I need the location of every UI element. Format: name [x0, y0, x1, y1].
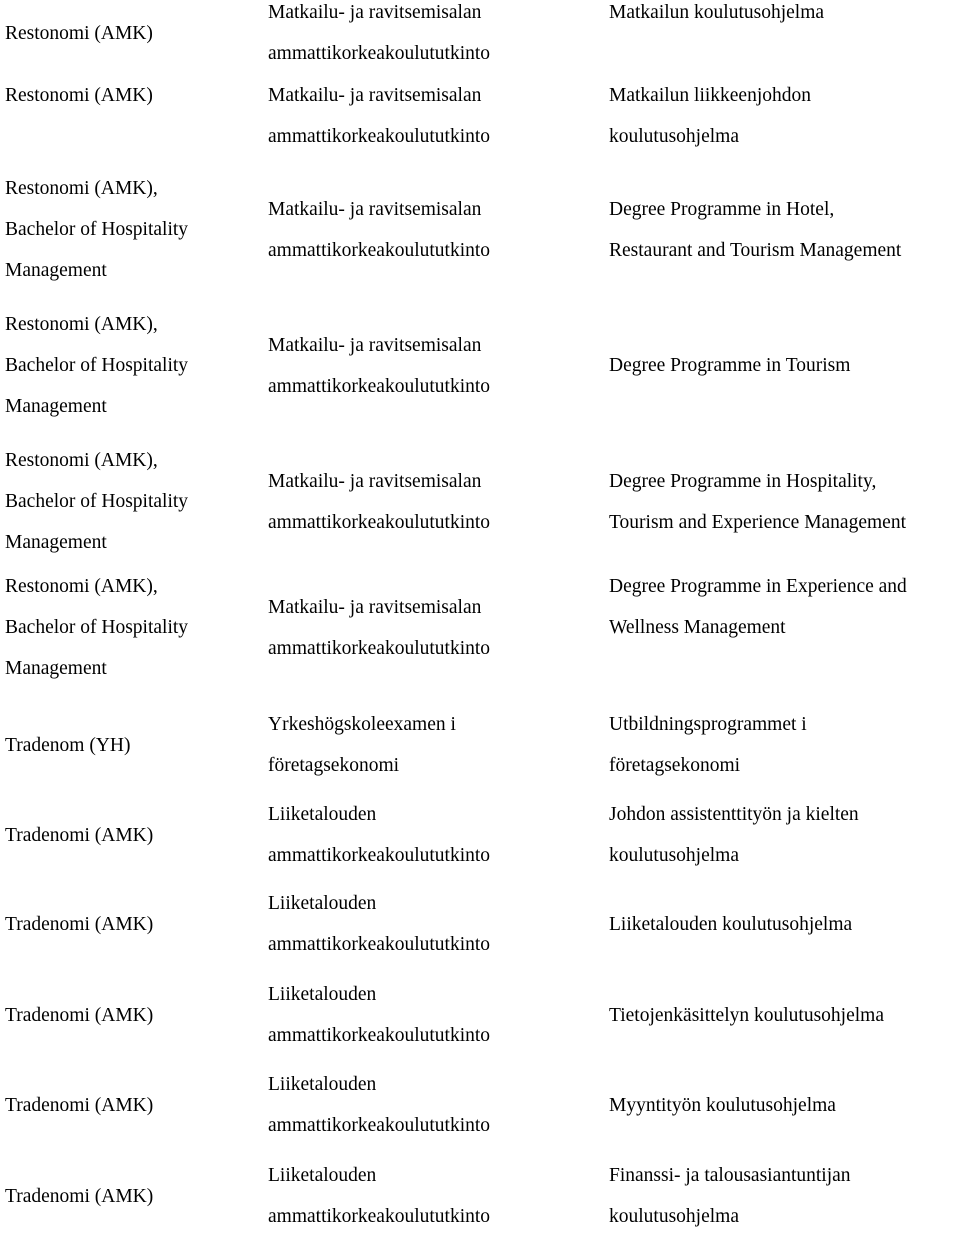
- qualification-text: ammattikorkeakoulututkinto: [268, 1115, 491, 1136]
- qualification-cell: [268, 75, 603, 157]
- programme-cell: [609, 794, 960, 876]
- table-row: [0, 0, 960, 74]
- degree-text: Management: [5, 260, 107, 281]
- programme-text: koulutusohjelma: [609, 126, 739, 147]
- degree-text: Restonomi (AMK),: [5, 314, 158, 335]
- programme-text: koulutusohjelma: [609, 1206, 739, 1227]
- degree-text: Tradenomi (AMK): [5, 1004, 154, 1026]
- qualification-text: Matkailu- ja ravitsemisalan: [268, 198, 482, 220]
- programme-cell: [609, 1155, 960, 1237]
- qualification-cell: [268, 1155, 603, 1237]
- degree-text: Tradenomi (AMK): [5, 824, 154, 846]
- qualification-cell: [268, 0, 603, 74]
- qualification-text: Liiketalouden: [268, 804, 377, 825]
- qualification-text: ammattikorkeakoulututkinto: [268, 1206, 491, 1227]
- programme-text: Finanssi- ja talousasiantuntijan: [609, 1165, 851, 1186]
- qualification-text: ammattikorkeakoulututkinto: [268, 845, 491, 866]
- programme-text: Liiketalouden koulutusohjelma: [609, 913, 853, 935]
- programme-text: Degree Programme in Hospitality,: [609, 470, 877, 492]
- degree-cell: [5, 1064, 260, 1146]
- degree-cell: [5, 0, 260, 74]
- degree-text: Tradenomi (AMK): [5, 1094, 154, 1116]
- programme-cell: [609, 566, 960, 689]
- degree-cell: [5, 704, 260, 786]
- programme-text: företagsekonomi: [609, 755, 741, 776]
- degree-cell: [5, 794, 260, 876]
- programme-cell: [609, 883, 960, 965]
- degree-text: Tradenomi (AMK): [5, 913, 154, 935]
- qualification-text: Matkailu- ja ravitsemisalan: [268, 85, 482, 106]
- table-row: [0, 168, 960, 291]
- programme-cell: [609, 1064, 960, 1146]
- degree-text: Bachelor of Hospitality: [5, 355, 189, 376]
- table-row: [0, 1155, 960, 1237]
- degree-text: Management: [5, 658, 107, 679]
- degree-cell: [5, 1155, 260, 1237]
- programme-text: Degree Programme in Experience and: [609, 576, 907, 597]
- table-row: [0, 974, 960, 1056]
- degree-cell: [5, 974, 260, 1056]
- qualification-text: ammattikorkeakoulututkinto: [268, 511, 491, 533]
- programme-cell: [609, 0, 960, 74]
- degree-cell: [5, 304, 260, 427]
- degree-text: Restonomi (AMK),: [5, 450, 158, 471]
- qualification-cell: [268, 168, 603, 291]
- degree-cell: [5, 566, 260, 689]
- programme-text: Johdon assistenttityön ja kielten: [609, 804, 859, 825]
- qualification-cell: [268, 440, 603, 563]
- qualification-cell: [268, 566, 603, 689]
- qualification-cell: [268, 974, 603, 1056]
- programme-text: Utbildningsprogrammet i: [609, 714, 807, 735]
- degree-text: Restonomi (AMK),: [5, 576, 158, 597]
- qualification-text: Liiketalouden: [268, 893, 377, 914]
- degree-text: Restonomi (AMK),: [5, 178, 158, 199]
- programme-text: Tietojenkäsittelyn koulutusohjelma: [609, 1004, 884, 1026]
- programme-cell: [609, 168, 960, 291]
- table-row: [0, 566, 960, 689]
- qualification-cell: [268, 304, 603, 427]
- programme-text: Myyntityön koulutusohjelma: [609, 1094, 836, 1116]
- qualification-text: ammattikorkeakoulututkinto: [268, 1025, 491, 1046]
- degree-text: Management: [5, 532, 107, 553]
- degree-text: Bachelor of Hospitality: [5, 491, 189, 512]
- programme-cell: [609, 704, 960, 786]
- qualification-text: Matkailu- ja ravitsemisalan: [268, 596, 482, 618]
- qualification-cell: [268, 883, 603, 965]
- programme-text: Degree Programme in Hotel,: [609, 198, 835, 220]
- table-row: [0, 794, 960, 876]
- qualification-text: ammattikorkeakoulututkinto: [268, 375, 491, 397]
- programme-text: Matkailun liikkeenjohdon: [609, 85, 812, 106]
- qualification-text: Matkailu- ja ravitsemisalan: [268, 334, 482, 356]
- qualification-text: Liiketalouden: [268, 1165, 377, 1186]
- qualification-text: Matkailu- ja ravitsemisalan: [268, 470, 482, 492]
- table-row: [0, 75, 960, 157]
- table-row: [0, 304, 960, 427]
- degree-cell: [5, 883, 260, 965]
- degree-text: Tradenom (YH): [5, 734, 131, 756]
- degree-text: Management: [5, 396, 107, 417]
- qualification-text: ammattikorkeakoulututkinto: [268, 637, 491, 659]
- programme-text: koulutusohjelma: [609, 845, 739, 866]
- qualification-text: ammattikorkeakoulututkinto: [268, 126, 491, 147]
- degree-cell: [5, 168, 260, 291]
- qualification-text: Matkailu- ja ravitsemisalan: [268, 2, 482, 23]
- programme-text: Wellness Management: [609, 617, 786, 638]
- programme-text: Matkailun koulutusohjelma: [609, 2, 825, 23]
- degree-cell: [5, 440, 260, 563]
- qualification-text: Liiketalouden: [268, 1074, 377, 1095]
- qualification-cell: [268, 794, 603, 876]
- degree-text: Bachelor of Hospitality: [5, 219, 189, 240]
- qualification-text: ammattikorkeakoulututkinto: [268, 239, 491, 261]
- table-row: [0, 440, 960, 563]
- qualification-text: Yrkeshögskoleexamen i: [268, 714, 456, 735]
- qualification-text: ammattikorkeakoulututkinto: [268, 934, 491, 955]
- qualification-text: ammattikorkeakoulututkinto: [268, 43, 491, 64]
- table-row: [0, 883, 960, 965]
- programme-cell: [609, 440, 960, 563]
- qualification-text: företagsekonomi: [268, 755, 400, 776]
- programme-text: Degree Programme in Tourism: [609, 355, 851, 376]
- degree-text: Bachelor of Hospitality: [5, 617, 189, 638]
- table-row: [0, 1064, 960, 1146]
- programme-cell: [609, 304, 960, 427]
- degree-text: Restonomi (AMK): [5, 22, 153, 44]
- degree-text: Restonomi (AMK): [5, 85, 153, 106]
- programme-cell: [609, 974, 960, 1056]
- programme-text: Restaurant and Tourism Management: [609, 239, 902, 261]
- programme-text: Tourism and Experience Management: [609, 511, 906, 533]
- qualification-text: Liiketalouden: [268, 984, 377, 1005]
- programme-cell: [609, 75, 960, 157]
- table-row: [0, 704, 960, 786]
- qualification-cell: [268, 1064, 603, 1146]
- qualification-cell: [268, 704, 603, 786]
- degree-cell: [5, 75, 260, 157]
- degree-text: Tradenomi (AMK): [5, 1185, 154, 1207]
